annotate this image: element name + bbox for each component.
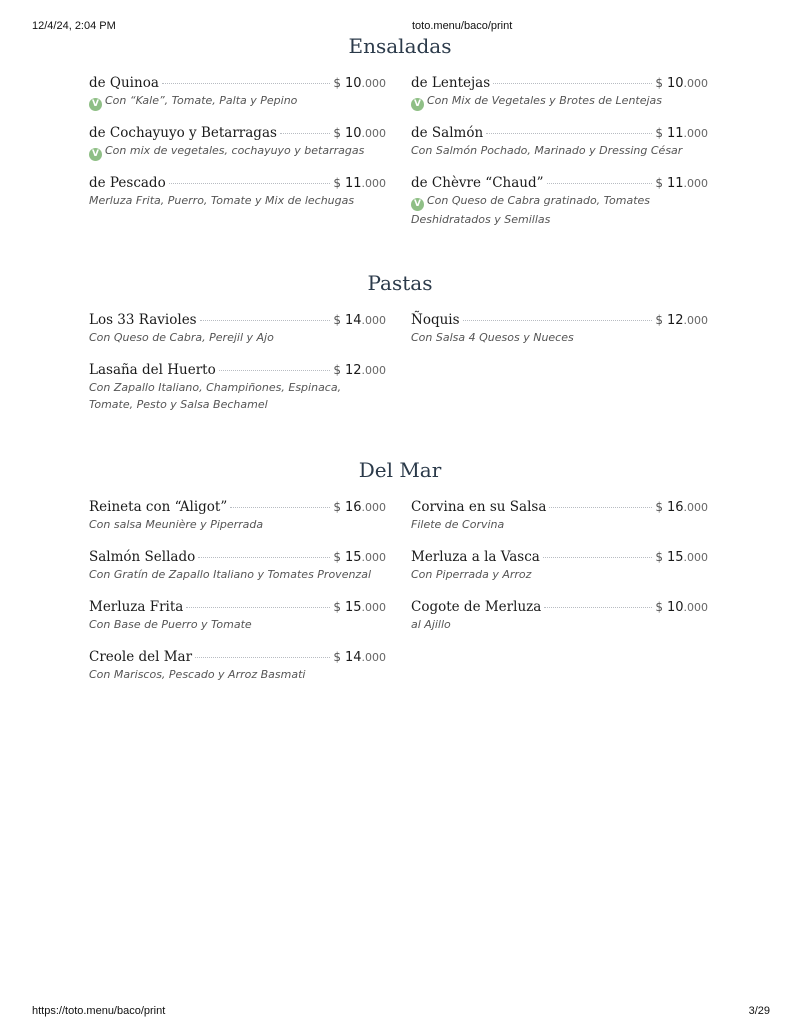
item-price: $ 10.000: [333, 126, 386, 141]
item-name: Reineta con “Aligot”: [89, 499, 228, 515]
menu-item: [411, 546, 708, 583]
menu-item: [411, 122, 708, 159]
item-price: $ 11.000: [655, 126, 708, 141]
item-description: Merluza Frita, Puerro, Tomate y Mix de lechugas: [89, 194, 355, 207]
menu-item: [89, 496, 386, 533]
item-description: Con Mariscos, Pescado y Arroz Basmati: [89, 668, 306, 681]
currency-symbol: $: [655, 313, 663, 327]
item-price: $ 10.000: [655, 600, 708, 615]
item-price: $ 15.000: [655, 550, 708, 565]
currency-symbol: $: [655, 600, 663, 614]
item-name: Ñoquis: [411, 312, 460, 328]
item-name: Cogote de Merluza: [411, 599, 542, 615]
item-description: Con Salmón Pochado, Marinado y Dressing César: [411, 144, 683, 157]
currency-symbol: $: [655, 550, 663, 564]
currency-symbol: $: [333, 650, 341, 664]
item-description: Con Mix de Vegetales y Brotes de Lentejas: [427, 94, 663, 107]
item-name: Merluza Frita: [89, 599, 184, 615]
item-price: $ 14.000: [333, 650, 386, 665]
page-number: 3/29: [748, 1005, 770, 1017]
currency-symbol: $: [655, 126, 663, 140]
item-description: Con salsa Meunière y Piperrada: [89, 518, 264, 531]
item-price: $ 15.000: [333, 600, 386, 615]
item-description: Con Gratín de Zapallo Italiano y Tomates Provenzal: [89, 568, 372, 581]
item-description: Con “Kale”, Tomate, Palta y Pepino: [105, 94, 298, 107]
print-footer-url: https://toto.menu/baco/print: [32, 1005, 166, 1017]
vegetarian-icon: V: [89, 98, 102, 111]
item-name: de Chèvre “Chaud”: [411, 175, 544, 191]
currency-symbol: $: [655, 176, 663, 190]
section-title: Del Mar: [358, 458, 442, 482]
item-description: Con mix de vegetales, cochayuyo y betarragas: [105, 144, 365, 157]
leader-dots: [186, 607, 330, 608]
item-price: $ 11.000: [333, 176, 386, 191]
item-description: Con Base de Puerro y Tomate: [89, 618, 252, 631]
item-name: Los 33 Ravioles: [89, 312, 197, 328]
item-price: $ 10.000: [333, 76, 386, 91]
item-price: $ 10.000: [655, 76, 708, 91]
leader-dots: [200, 320, 331, 321]
menu-item: [89, 646, 386, 683]
item-price: $ 11.000: [655, 176, 708, 191]
currency-symbol: $: [333, 176, 341, 190]
item-name: Creole del Mar: [89, 649, 193, 665]
leader-dots: [230, 507, 330, 508]
menu-item: [411, 172, 708, 228]
leader-dots: [169, 183, 331, 184]
vegetarian-icon: V: [411, 198, 424, 211]
item-description: Filete de Corvina: [411, 518, 505, 531]
currency-symbol: $: [333, 313, 341, 327]
menu-item: [89, 359, 386, 413]
currency-symbol: $: [333, 550, 341, 564]
section-title: Pastas: [367, 271, 433, 295]
item-name: de Lentejas: [411, 75, 491, 91]
currency-symbol: $: [655, 500, 663, 514]
item-price: $ 15.000: [333, 550, 386, 565]
currency-symbol: $: [333, 76, 341, 90]
currency-symbol: $: [333, 600, 341, 614]
leader-dots: [547, 183, 653, 184]
item-price: $ 16.000: [333, 500, 386, 515]
currency-symbol: $: [655, 76, 663, 90]
leader-dots: [195, 657, 330, 658]
item-description: Con Queso de Cabra gratinado, Tomates Deshidratados y Semillas: [411, 194, 651, 226]
item-name: de Pescado: [89, 175, 166, 191]
leader-dots: [280, 133, 330, 134]
item-name: Corvina en su Salsa: [411, 499, 547, 515]
menu-item: [89, 309, 386, 346]
item-name: Lasaña del Huerto: [89, 362, 216, 378]
leader-dots: [486, 133, 652, 134]
item-name: de Quinoa: [89, 75, 159, 91]
menu-item: [89, 596, 386, 633]
leader-dots: [549, 507, 652, 508]
print-footer: [0, 1005, 800, 1019]
item-name: de Cochayuyo y Betarragas: [89, 125, 277, 141]
item-description: Con Salsa 4 Quesos y Nueces: [411, 331, 574, 344]
print-datetime: 12/4/24, 2:04 PM: [32, 20, 116, 32]
item-description: Con Piperrada y Arroz: [411, 568, 532, 581]
menu-item: [89, 546, 386, 583]
item-description: Con Zapallo Italiano, Champiñones, Espinaca, Tomate, Pesto y Salsa Bechamel: [89, 381, 342, 411]
leader-dots: [219, 370, 331, 371]
menu-item: [89, 172, 386, 209]
currency-symbol: $: [333, 363, 341, 377]
currency-symbol: $: [333, 500, 341, 514]
menu-item: [411, 596, 708, 633]
item-price: $ 12.000: [333, 363, 386, 378]
menu-item: [89, 122, 386, 161]
menu-item: [411, 72, 708, 111]
leader-dots: [463, 320, 653, 321]
leader-dots: [543, 557, 652, 558]
menu-item: [411, 309, 708, 346]
item-name: de Salmón: [411, 125, 484, 141]
leader-dots: [544, 607, 652, 608]
item-price: $ 14.000: [333, 313, 386, 328]
vegetarian-icon: V: [89, 148, 102, 161]
item-price: $ 12.000: [655, 313, 708, 328]
leader-dots: [493, 83, 652, 84]
item-name: Salmón Sellado: [89, 549, 196, 565]
item-price: $ 16.000: [655, 500, 708, 515]
print-header-url: toto.menu/baco/print: [412, 20, 513, 32]
vegetarian-icon: V: [411, 98, 424, 111]
section-title: Ensaladas: [348, 34, 452, 58]
item-description: al Ajillo: [411, 618, 451, 631]
menu-item: [411, 496, 708, 533]
leader-dots: [162, 83, 330, 84]
leader-dots: [198, 557, 330, 558]
item-description: Con Queso de Cabra, Perejil y Ajo: [89, 331, 274, 344]
currency-symbol: $: [333, 126, 341, 140]
menu-item: [89, 72, 386, 111]
item-name: Merluza a la Vasca: [411, 549, 540, 565]
print-header: [0, 20, 800, 34]
